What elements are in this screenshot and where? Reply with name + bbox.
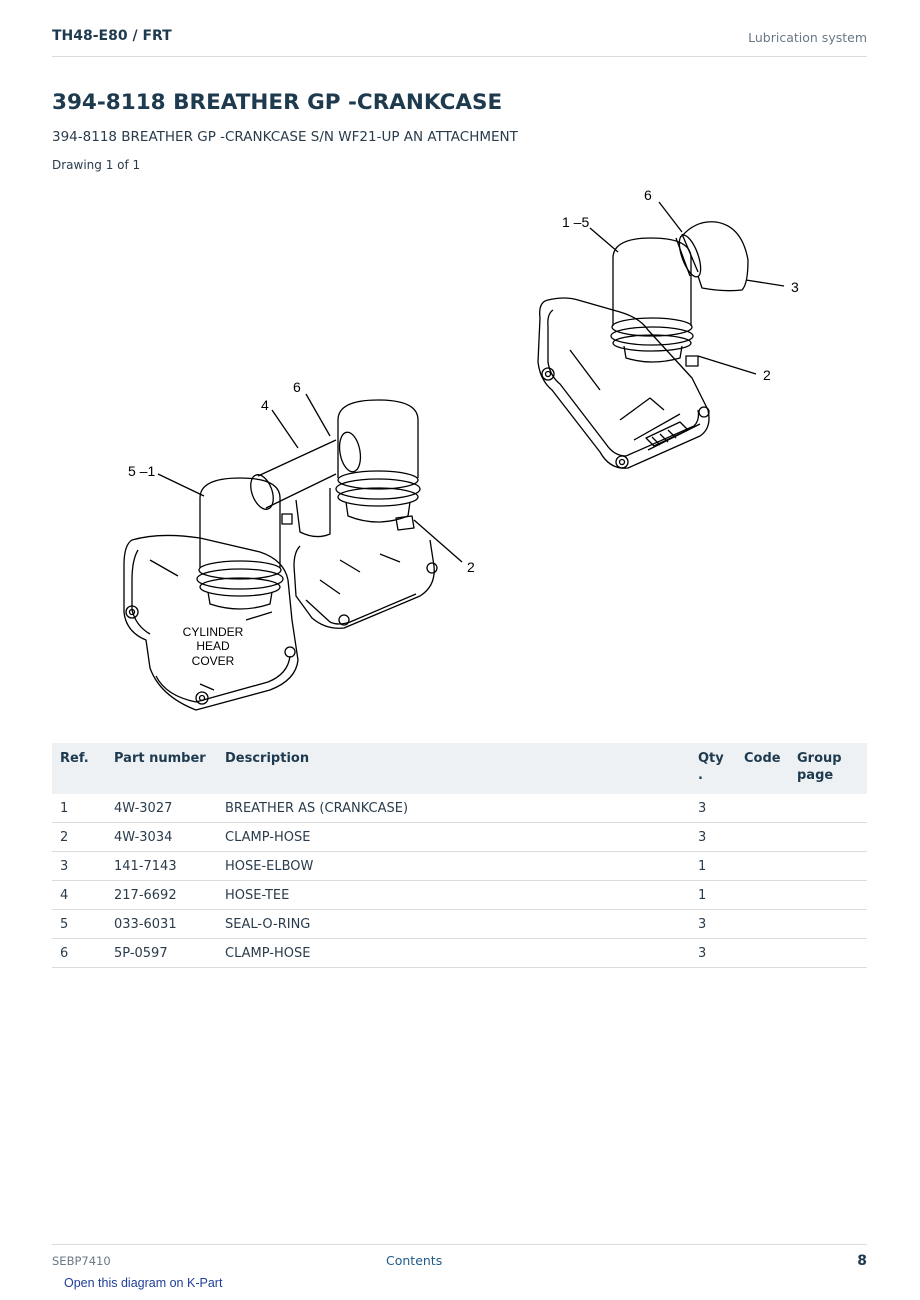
table-row <box>52 794 867 823</box>
page-title: 394-8118 BREATHER GP -CRANKCASE <box>52 90 503 115</box>
col-description: Description <box>217 743 690 794</box>
cell-ref: 5 <box>52 910 106 939</box>
cell-part-number: 4W-3034 <box>106 823 217 852</box>
col-qty: Qty . <box>690 743 736 794</box>
page-subtitle: 394-8118 BREATHER GP -CRANKCASE S/N WF21-UP AN ATTACHMENT <box>52 129 518 145</box>
cover-label-line2: HEAD <box>196 639 230 653</box>
cell-description: BREATHER AS (CRANKCASE) <box>217 794 690 823</box>
cell-description: SEAL-O-RING <box>217 910 690 939</box>
table-row <box>52 881 867 910</box>
cover-label-line1: CYLINDER <box>182 625 244 639</box>
cover-label-line3: COVER <box>191 654 235 668</box>
page-footer <box>52 1244 867 1275</box>
table-row <box>52 852 867 881</box>
model-label: TH48-E80 / FRT <box>52 28 172 44</box>
cell-group-page <box>789 939 867 968</box>
left-hose-tee <box>246 431 363 537</box>
cell-part-number: 033-6031 <box>106 910 217 939</box>
cell-qty: 3 <box>690 794 736 823</box>
cell-ref: 4 <box>52 881 106 910</box>
callout-left-6: 6 <box>293 379 301 395</box>
page-number: 8 <box>857 1253 867 1269</box>
right-cover-housing <box>538 298 709 468</box>
kpart-link[interactable]: Open this diagram on K-Part <box>64 1276 223 1290</box>
cell-code <box>736 881 789 910</box>
cell-qty: 3 <box>690 939 736 968</box>
cell-group-page <box>789 823 867 852</box>
parts-table <box>52 743 867 968</box>
cell-code <box>736 852 789 881</box>
callout-right-2: 2 <box>763 367 771 383</box>
left-breather-canister <box>197 478 283 609</box>
cell-ref: 1 <box>52 794 106 823</box>
cell-group-page <box>789 910 867 939</box>
document-code: SEBP7410 <box>52 1254 111 1268</box>
callout-leaders <box>158 202 784 562</box>
page-header <box>52 28 867 57</box>
col-ref: Ref. <box>52 743 106 794</box>
cell-description: HOSE-ELBOW <box>217 852 690 881</box>
left-breather-canister-2 <box>336 400 420 530</box>
cell-code <box>736 794 789 823</box>
callout-left-4: 4 <box>261 397 269 413</box>
cell-ref: 3 <box>52 852 106 881</box>
right-hose-elbow <box>675 222 748 291</box>
cell-part-number: 141-7143 <box>106 852 217 881</box>
cell-code <box>736 823 789 852</box>
cell-qty: 1 <box>690 852 736 881</box>
table-row <box>52 910 867 939</box>
drawing-count: Drawing 1 of 1 <box>52 158 141 172</box>
cell-qty: 3 <box>690 823 736 852</box>
cell-qty: 1 <box>690 881 736 910</box>
col-part-number: Part number <box>106 743 217 794</box>
table-row <box>52 823 867 852</box>
cell-qty: 3 <box>690 910 736 939</box>
cell-ref: 2 <box>52 823 106 852</box>
cell-group-page <box>789 794 867 823</box>
cell-description: CLAMP-HOSE <box>217 823 690 852</box>
cell-part-number: 4W-3027 <box>106 794 217 823</box>
cell-ref: 6 <box>52 939 106 968</box>
cell-code <box>736 910 789 939</box>
cell-description: HOSE-TEE <box>217 881 690 910</box>
cell-group-page <box>789 852 867 881</box>
cell-part-number: 217-6692 <box>106 881 217 910</box>
table-header-row <box>52 743 867 794</box>
callout-right-3: 3 <box>791 279 799 295</box>
system-label: Lubrication system <box>748 30 867 45</box>
cell-description: CLAMP-HOSE <box>217 939 690 968</box>
cell-group-page <box>789 881 867 910</box>
contents-link[interactable]: Contents <box>386 1253 443 1268</box>
callout-left-2: 2 <box>467 559 475 575</box>
cell-part-number: 5P-0597 <box>106 939 217 968</box>
table-row <box>52 939 867 968</box>
right-breather-canister <box>611 238 698 366</box>
callout-right-6: 6 <box>644 187 652 203</box>
col-code: Code <box>736 743 789 794</box>
parts-diagram <box>100 180 860 725</box>
col-group-page: Group page <box>789 743 867 794</box>
callout-right-1-5: 1 –5 <box>562 214 590 230</box>
callout-left-5-1: 5 –1 <box>128 463 156 479</box>
cell-code <box>736 939 789 968</box>
